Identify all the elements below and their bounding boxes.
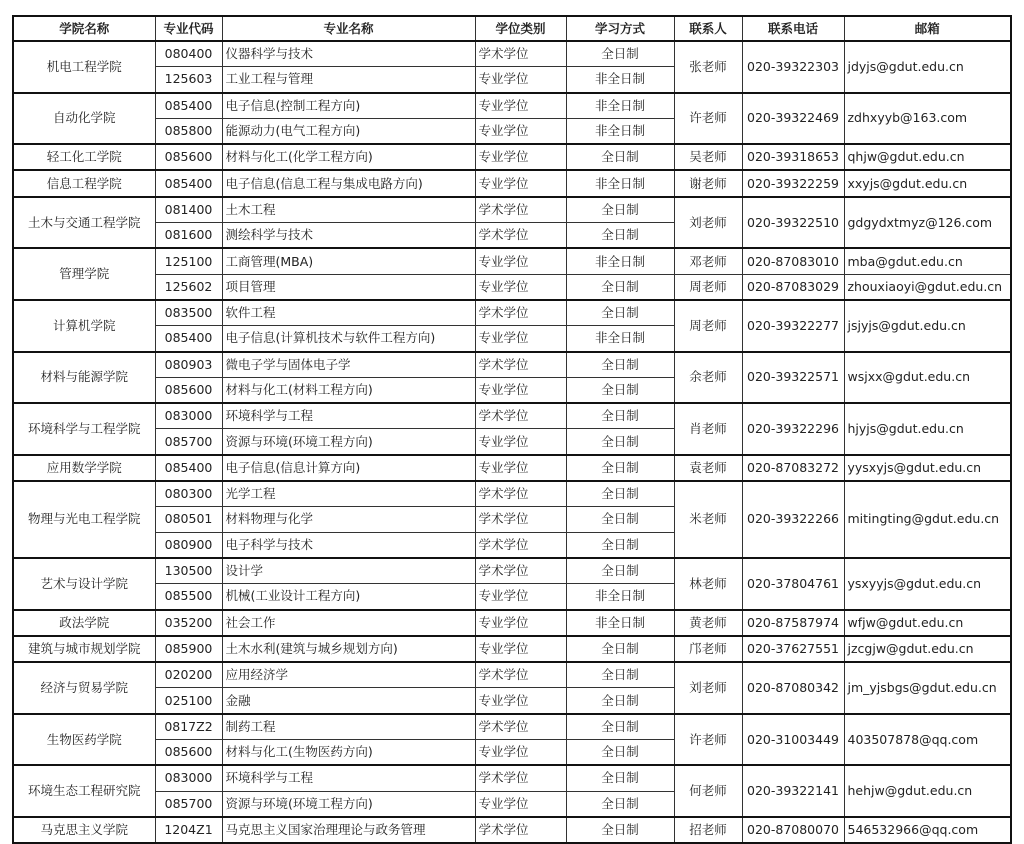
- major-code-cell: 085500: [155, 584, 222, 610]
- study-mode-cell: 全日制: [566, 403, 674, 429]
- header-mode: 学习方式: [566, 16, 674, 41]
- table-row: [13, 662, 1011, 688]
- email-cell: mitingting@gdut.edu.cn: [844, 481, 1011, 558]
- degree-type-cell: 学术学位: [475, 714, 566, 740]
- major-code-cell: 025100: [155, 688, 222, 714]
- major-name-cell: 设计学: [222, 558, 475, 584]
- major-name-cell: 土木工程: [222, 197, 475, 223]
- major-code-cell: 085700: [155, 791, 222, 817]
- table-row: [13, 455, 1011, 481]
- study-mode-cell: 非全日制: [566, 93, 674, 119]
- college-name-cell: 物理与光电工程学院: [13, 481, 155, 558]
- email-cell: xxyjs@gdut.edu.cn: [844, 170, 1011, 196]
- table-row: [13, 248, 1011, 274]
- email-cell: zdhxyyb@163.com: [844, 93, 1011, 145]
- table-row: [13, 300, 1011, 326]
- major-code-cell: 085400: [155, 326, 222, 352]
- email-cell: zhouxiaoyi@gdut.edu.cn: [844, 274, 1011, 300]
- college-name-cell: 管理学院: [13, 248, 155, 300]
- email-cell: jsjyjs@gdut.edu.cn: [844, 300, 1011, 352]
- major-name-cell: 机械(工业设计工程方向): [222, 584, 475, 610]
- email-cell: hehjw@gdut.edu.cn: [844, 765, 1011, 817]
- major-code-cell: 125602: [155, 274, 222, 300]
- major-code-cell: 080300: [155, 481, 222, 507]
- study-mode-cell: 全日制: [566, 507, 674, 532]
- study-mode-cell: 全日制: [566, 144, 674, 170]
- major-name-cell: 材料与化工(生物医药方向): [222, 740, 475, 766]
- study-mode-cell: 非全日制: [566, 326, 674, 352]
- college-name-cell: 机电工程学院: [13, 41, 155, 93]
- major-name-cell: 电子信息(计算机技术与软件工程方向): [222, 326, 475, 352]
- phone-cell: 020-39322469: [742, 93, 844, 145]
- contact-cell: 袁老师: [674, 455, 742, 481]
- degree-type-cell: 专业学位: [475, 274, 566, 300]
- degree-type-cell: 学术学位: [475, 403, 566, 429]
- college-name-cell: 自动化学院: [13, 93, 155, 145]
- email-cell: ysxyyjs@gdut.edu.cn: [844, 558, 1011, 610]
- phone-cell: 020-87587974: [742, 610, 844, 636]
- major-code-cell: 081600: [155, 223, 222, 249]
- email-cell: jm_yjsbgs@gdut.edu.cn: [844, 662, 1011, 714]
- degree-type-cell: 专业学位: [475, 740, 566, 766]
- study-mode-cell: 全日制: [566, 352, 674, 378]
- email-cell: mba@gdut.edu.cn: [844, 248, 1011, 274]
- major-code-cell: 085400: [155, 170, 222, 196]
- phone-cell: 020-39322571: [742, 352, 844, 404]
- degree-type-cell: 专业学位: [475, 326, 566, 352]
- degree-type-cell: 专业学位: [475, 170, 566, 196]
- contact-cell: 何老师: [674, 765, 742, 817]
- major-code-cell: 085600: [155, 740, 222, 766]
- degree-type-cell: 专业学位: [475, 67, 566, 93]
- degree-type-cell: 专业学位: [475, 118, 566, 144]
- major-name-cell: 环境科学与工程: [222, 403, 475, 429]
- college-name-cell: 生物医药学院: [13, 714, 155, 766]
- major-code-cell: 130500: [155, 558, 222, 584]
- study-mode-cell: 全日制: [566, 455, 674, 481]
- college-name-cell: 政法学院: [13, 610, 155, 636]
- major-name-cell: 电子科学与技术: [222, 532, 475, 558]
- study-mode-cell: 非全日制: [566, 610, 674, 636]
- email-cell: hjyjs@gdut.edu.cn: [844, 403, 1011, 455]
- contact-cell: 黄老师: [674, 610, 742, 636]
- header-major: 专业名称: [222, 16, 475, 41]
- phone-cell: 020-87083029: [742, 274, 844, 300]
- degree-type-cell: 学术学位: [475, 817, 566, 843]
- major-name-cell: 仪器科学与技术: [222, 41, 475, 67]
- table-row: [13, 765, 1011, 791]
- table-row: [13, 610, 1011, 636]
- degree-type-cell: 专业学位: [475, 455, 566, 481]
- major-name-cell: 电子信息(信息工程与集成电路方向): [222, 170, 475, 196]
- college-name-cell: 环境科学与工程学院: [13, 403, 155, 455]
- contact-cell: 许老师: [674, 714, 742, 766]
- table-body: [13, 41, 1011, 843]
- phone-cell: 020-87080070: [742, 817, 844, 843]
- major-code-cell: 1204Z1: [155, 817, 222, 843]
- major-code-cell: 125603: [155, 67, 222, 93]
- degree-type-cell: 学术学位: [475, 481, 566, 507]
- table-row: [13, 93, 1011, 119]
- college-name-cell: 艺术与设计学院: [13, 558, 155, 610]
- major-name-cell: 材料与化工(材料工程方向): [222, 377, 475, 403]
- header-degree: 学位类别: [475, 16, 566, 41]
- major-name-cell: 软件工程: [222, 300, 475, 326]
- major-code-cell: 080903: [155, 352, 222, 378]
- table-row: [13, 558, 1011, 584]
- table-row: [13, 170, 1011, 196]
- study-mode-cell: 非全日制: [566, 584, 674, 610]
- table-row: [13, 197, 1011, 223]
- email-cell: wsjxx@gdut.edu.cn: [844, 352, 1011, 404]
- study-mode-cell: 全日制: [566, 377, 674, 403]
- contact-cell: 吴老师: [674, 144, 742, 170]
- degree-type-cell: 专业学位: [475, 636, 566, 662]
- major-code-cell: 085900: [155, 636, 222, 662]
- study-mode-cell: 全日制: [566, 817, 674, 843]
- major-name-cell: 项目管理: [222, 274, 475, 300]
- email-cell: gdgydxtmyz@126.com: [844, 197, 1011, 249]
- study-mode-cell: 全日制: [566, 558, 674, 584]
- phone-cell: 020-39322266: [742, 481, 844, 558]
- contact-cell: 肖老师: [674, 403, 742, 455]
- degree-type-cell: 学术学位: [475, 197, 566, 223]
- study-mode-cell: 全日制: [566, 791, 674, 817]
- phone-cell: 020-39322303: [742, 41, 844, 93]
- major-name-cell: 光学工程: [222, 481, 475, 507]
- study-mode-cell: 全日制: [566, 223, 674, 249]
- study-mode-cell: 全日制: [566, 300, 674, 326]
- table-row: [13, 714, 1011, 740]
- major-code-cell: 020200: [155, 662, 222, 688]
- major-name-cell: 材料物理与化学: [222, 507, 475, 532]
- major-name-cell: 制药工程: [222, 714, 475, 740]
- college-name-cell: 马克思主义学院: [13, 817, 155, 843]
- major-name-cell: 马克思主义国家治理理论与政务管理: [222, 817, 475, 843]
- study-mode-cell: 非全日制: [566, 67, 674, 93]
- contact-cell: 余老师: [674, 352, 742, 404]
- major-name-cell: 资源与环境(环境工程方向): [222, 791, 475, 817]
- college-name-cell: 土木与交通工程学院: [13, 197, 155, 249]
- study-mode-cell: 全日制: [566, 532, 674, 558]
- degree-type-cell: 专业学位: [475, 377, 566, 403]
- degree-type-cell: 学术学位: [475, 41, 566, 67]
- contact-cell: 米老师: [674, 481, 742, 558]
- table-row: [13, 41, 1011, 67]
- major-name-cell: 微电子学与固体电子学: [222, 352, 475, 378]
- phone-cell: 020-87080342: [742, 662, 844, 714]
- phone-cell: 020-39322510: [742, 197, 844, 249]
- major-code-cell: 083500: [155, 300, 222, 326]
- major-name-cell: 测绘科学与技术: [222, 223, 475, 249]
- phone-cell: 020-31003449: [742, 714, 844, 766]
- major-name-cell: 土木水利(建筑与城乡规划方向): [222, 636, 475, 662]
- study-mode-cell: 非全日制: [566, 248, 674, 274]
- degree-type-cell: 学术学位: [475, 223, 566, 249]
- college-name-cell: 轻工化工学院: [13, 144, 155, 170]
- phone-cell: 020-37627551: [742, 636, 844, 662]
- degree-type-cell: 专业学位: [475, 429, 566, 455]
- major-name-cell: 能源动力(电气工程方向): [222, 118, 475, 144]
- header-email: 邮箱: [844, 16, 1011, 41]
- college-name-cell: 经济与贸易学院: [13, 662, 155, 714]
- contact-cell: 刘老师: [674, 197, 742, 249]
- major-code-cell: 083000: [155, 765, 222, 791]
- header-contact: 联系人: [674, 16, 742, 41]
- contact-cell: 许老师: [674, 93, 742, 145]
- major-code-cell: 081400: [155, 197, 222, 223]
- college-name-cell: 环境生态工程研究院: [13, 765, 155, 817]
- contact-cell: 林老师: [674, 558, 742, 610]
- major-code-cell: 083000: [155, 403, 222, 429]
- major-name-cell: 社会工作: [222, 610, 475, 636]
- degree-type-cell: 学术学位: [475, 558, 566, 584]
- major-code-cell: 080400: [155, 41, 222, 67]
- study-mode-cell: 全日制: [566, 481, 674, 507]
- contact-cell: 周老师: [674, 300, 742, 352]
- header-code: 专业代码: [155, 16, 222, 41]
- major-name-cell: 工商管理(MBA): [222, 248, 475, 274]
- table-row: [13, 481, 1011, 507]
- college-name-cell: 应用数学学院: [13, 455, 155, 481]
- email-cell: jzcgjw@gdut.edu.cn: [844, 636, 1011, 662]
- phone-cell: 020-37804761: [742, 558, 844, 610]
- degree-type-cell: 专业学位: [475, 93, 566, 119]
- degree-type-cell: 专业学位: [475, 584, 566, 610]
- study-mode-cell: 全日制: [566, 429, 674, 455]
- contact-cell: 刘老师: [674, 662, 742, 714]
- major-code-cell: 085700: [155, 429, 222, 455]
- major-name-cell: 电子信息(控制工程方向): [222, 93, 475, 119]
- major-code-cell: 085600: [155, 377, 222, 403]
- major-code-cell: 0817Z2: [155, 714, 222, 740]
- study-mode-cell: 全日制: [566, 688, 674, 714]
- phone-cell: 020-87083272: [742, 455, 844, 481]
- major-name-cell: 材料与化工(化学工程方向): [222, 144, 475, 170]
- contact-cell: 谢老师: [674, 170, 742, 196]
- degree-type-cell: 学术学位: [475, 352, 566, 378]
- degree-type-cell: 学术学位: [475, 532, 566, 558]
- degree-type-cell: 专业学位: [475, 791, 566, 817]
- table-row: [13, 352, 1011, 378]
- college-name-cell: 材料与能源学院: [13, 352, 155, 404]
- study-mode-cell: 全日制: [566, 662, 674, 688]
- contact-cell: 邝老师: [674, 636, 742, 662]
- email-cell: 546532966@qq.com: [844, 817, 1011, 843]
- major-code-cell: 125100: [155, 248, 222, 274]
- header-row: [13, 16, 1011, 41]
- study-mode-cell: 全日制: [566, 41, 674, 67]
- major-code-cell: 085400: [155, 93, 222, 119]
- email-cell: qhjw@gdut.edu.cn: [844, 144, 1011, 170]
- degree-type-cell: 专业学位: [475, 144, 566, 170]
- major-name-cell: 环境科学与工程: [222, 765, 475, 791]
- major-code-cell: 035200: [155, 610, 222, 636]
- degree-type-cell: 专业学位: [475, 248, 566, 274]
- major-name-cell: 电子信息(信息计算方向): [222, 455, 475, 481]
- email-cell: jdyjs@gdut.edu.cn: [844, 41, 1011, 93]
- phone-cell: 020-87083010: [742, 248, 844, 274]
- header-phone: 联系电话: [742, 16, 844, 41]
- major-code-cell: 085600: [155, 144, 222, 170]
- study-mode-cell: 非全日制: [566, 170, 674, 196]
- major-name-cell: 资源与环境(环境工程方向): [222, 429, 475, 455]
- study-mode-cell: 全日制: [566, 714, 674, 740]
- study-mode-cell: 全日制: [566, 636, 674, 662]
- email-cell: wfjw@gdut.edu.cn: [844, 610, 1011, 636]
- degree-type-cell: 学术学位: [475, 765, 566, 791]
- email-cell: yysxyjs@gdut.edu.cn: [844, 455, 1011, 481]
- study-mode-cell: 全日制: [566, 197, 674, 223]
- study-mode-cell: 非全日制: [566, 118, 674, 144]
- major-code-cell: 085400: [155, 455, 222, 481]
- table-row: [13, 403, 1011, 429]
- table-row: [13, 817, 1011, 843]
- contact-cell: 招老师: [674, 817, 742, 843]
- header-college: 学院名称: [13, 16, 155, 41]
- phone-cell: 020-39322141: [742, 765, 844, 817]
- college-name-cell: 计算机学院: [13, 300, 155, 352]
- phone-cell: 020-39322296: [742, 403, 844, 455]
- degree-type-cell: 学术学位: [475, 662, 566, 688]
- table-row: [13, 274, 1011, 300]
- study-mode-cell: 全日制: [566, 274, 674, 300]
- major-code-cell: 080900: [155, 532, 222, 558]
- degree-type-cell: 学术学位: [475, 300, 566, 326]
- table-row: [13, 636, 1011, 662]
- contact-cell: 邓老师: [674, 248, 742, 274]
- phone-cell: 020-39318653: [742, 144, 844, 170]
- college-name-cell: 建筑与城市规划学院: [13, 636, 155, 662]
- programs-table: [12, 15, 1012, 844]
- table-row: [13, 144, 1011, 170]
- major-code-cell: 080501: [155, 507, 222, 532]
- major-name-cell: 应用经济学: [222, 662, 475, 688]
- degree-type-cell: 专业学位: [475, 610, 566, 636]
- contact-cell: 张老师: [674, 41, 742, 93]
- phone-cell: 020-39322259: [742, 170, 844, 196]
- phone-cell: 020-39322277: [742, 300, 844, 352]
- major-code-cell: 085800: [155, 118, 222, 144]
- email-cell: 403507878@qq.com: [844, 714, 1011, 766]
- major-name-cell: 金融: [222, 688, 475, 714]
- major-name-cell: 工业工程与管理: [222, 67, 475, 93]
- contact-cell: 周老师: [674, 274, 742, 300]
- degree-type-cell: 学术学位: [475, 507, 566, 532]
- study-mode-cell: 全日制: [566, 765, 674, 791]
- college-name-cell: 信息工程学院: [13, 170, 155, 196]
- degree-type-cell: 专业学位: [475, 688, 566, 714]
- study-mode-cell: 全日制: [566, 740, 674, 766]
